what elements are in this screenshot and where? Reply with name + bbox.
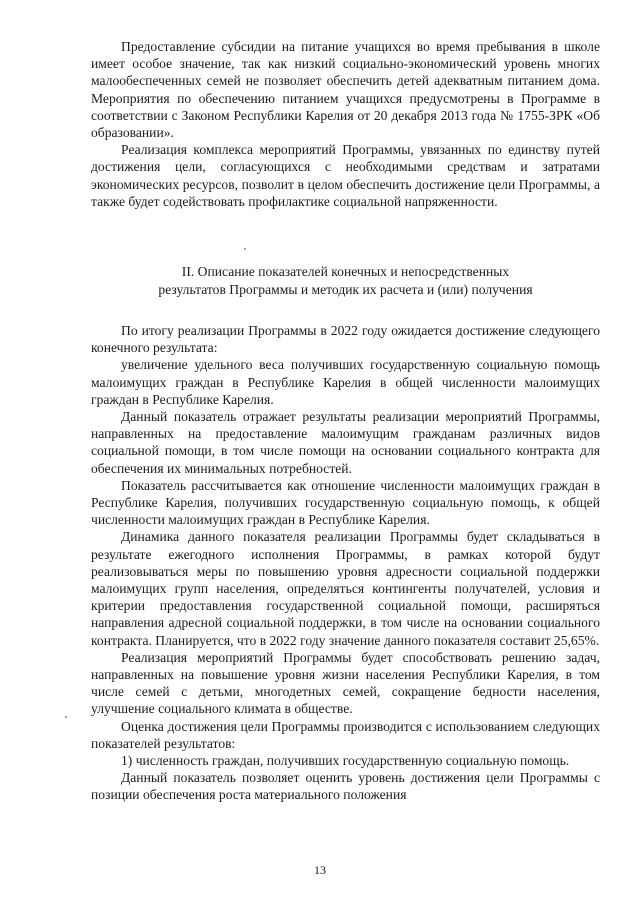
list-item-indicator-1: 1) численность граждан, получивших государственную социальную помощь. [121,753,570,769]
paragraph-indicator-dynamics: Динамика данного показателя реализации Программы будет складываться в результате ежегодного исполнения Программы, в рамках которой будут реализовываться меры по повышению уровня адресности социальной поддержки малоимущих групп населения, определяться контингенты получателей, условия и критерии предоставления государственной социальной помощи, расширяться направления адресной социальной поддержки, в том числе на основании социального контракта. Планируется, что в 2022 году значение данного показателя составит 25,65%. [91,529,600,648]
paragraph-program-tasks: Реализация мероприятий Программы будет способствовать решению задач, направленных на повышение уровня жизни населения Республики Карелия, в том числе семей с детьми, многодетных семей, сокращение бедности населения, улучшение социального климата в обществе. [91,649,600,717]
section-body [91,322,600,804]
top-text-block [91,38,600,210]
paragraph-indicator-calculation: Показатель рассчитывается как отношение численности малоимущих граждан в Республике Карелия, получивших государственную социальную помощь, к общей численности малоимущих граждан в Республике Карелия. [91,477,600,528]
paragraph-indicator-reflects: Данный показатель отражает результаты реализации мероприятий Программы, направленных на предоставление малоимущим гражданам различных видов социальной помощи, в том числе помощи на основании социального контракта для обеспечения их минимальных потребностей. [91,409,600,476]
page-number: 13 [314,863,326,877]
section-heading-line-2: результатов Программы и методик их расчета и (или) получения [158,282,533,297]
paragraph-assessment: Оценка достижения цели Программы производится с использованием следующих показателей результатов: [91,718,600,751]
section-heading [91,263,600,299]
paragraph-program-implementation: Реализация комплекса мероприятий Программы, увязанных по единству путей достижения цели, согласующихся с необходимыми средствам и затратами экономических ресурсов, позволит в целом обеспечить достижение цели Программы, а также будет содействовать профилактике социальной напряженности. [91,142,600,209]
paragraph-indicator-definition: увеличение удельного веса получивших государственную социальную помощь малоимущих граждан в Республике Карелия в общей численности малоимущих граждан в Республике Карелия. [91,357,600,407]
section-heading-line-1: II. Описание показателей конечных и непосредственных [181,264,510,279]
scan-speck [65,716,67,718]
paragraph-expected-result: По итогу реализации Программы в 2022 году ожидается достижение следующего конечного результата: [91,323,600,356]
scan-speck [244,248,246,250]
paragraph-indicator-evaluation: Данный показатель позволяет оценить уровень достижения цели Программы с позиции обеспечения роста материального положения [91,770,600,803]
paragraph-subsidy-meals: Предоставление субсидии на питание учащихся во время пребывания в школе имеет особое значение, так как низкий социально-экономический уровень многих малообеспеченных семей не позволяет обеспечить детей адекватным питанием дома. Мероприятия по обеспечению питанием учащихся предусмотрены в Программе в соответствии с Законом Республики Карелия от 20 декабря 2013 года № 1755-ЗРК «Об образовании». [91,39,600,141]
